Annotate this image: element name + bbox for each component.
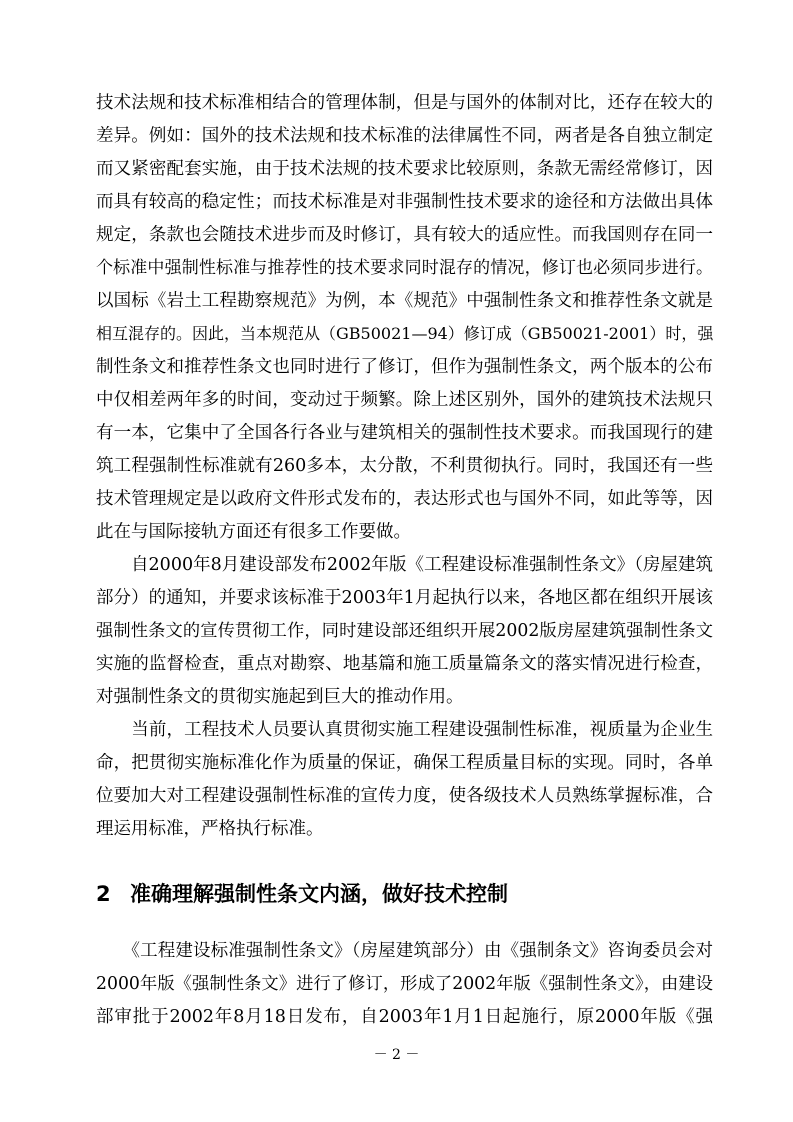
text-line: 强制性条文的宣传贯彻工作，同时建设部还组织开展2002版房屋建筑强制性条文 <box>96 621 713 641</box>
section-title: 准确理解强制性条文内涵，做好技术控制 <box>130 882 508 906</box>
text-line: 对强制性条文的贯彻实施起到巨大的推动作用。 <box>96 687 464 707</box>
text-line: 理运用标准，严格执行标准。 <box>96 819 324 839</box>
text-line: 相互混存的。因此，当本规范从（GB50021—94）修订成（GB50021-2001）时，强 <box>96 324 714 343</box>
text-line: 筑工程强制性标准就有260多本，太分散，不利贯彻执行。同时，我国还有一些 <box>96 456 713 476</box>
text-line: 自2000年8月建设部发布2002年版《工程建设标准强制性条文》（房屋建筑 <box>96 555 713 575</box>
text-line: 技术法规和技术标准相结合的管理体制，但是与国外的体制对比，还存在较大的 <box>96 93 713 113</box>
text-line: 有一本，它集中了全国各行各业与建筑相关的强制性技术要求。而我国现行的建 <box>96 423 713 443</box>
text-line: 而又紧密配套实施，由于技术法规的技术要求比较原则，条款无需经常修订，因 <box>96 159 713 179</box>
text-line: 《工程建设标准强制性条文》（房屋建筑部分）由《强制条文》咨询委员会对 <box>96 941 713 961</box>
text-line: 以国标《岩土工程勘察规范》为例，本《规范》中强制性条文和推荐性条文就是 <box>96 291 713 311</box>
section-number: 2 <box>96 882 111 906</box>
text-line: 部审批于2002年8月18日发布，自2003年1月1日起施行，原2000年版《强 <box>96 1007 713 1027</box>
text-line: 命，把贯彻实施标准化作为质量的保证，确保工程质量目标的实现。同时，各单 <box>96 753 713 773</box>
text-line: 位要加大对工程建设强制性标准的宣传力度，使各级技术人员熟练掌握标准，合 <box>96 786 713 806</box>
text-line: 部分）的通知，并要求该标准于2003年1月起执行以来，各地区都在组织开展该 <box>96 588 713 608</box>
text-line: 中仅相差两年多的时间，变动过于频繁。除上述区别外，国外的建筑技术法规只 <box>96 390 713 410</box>
text-line: 规定，条款也会随技术进步而及时修订，具有较大的适应性。而我国则存在同一 <box>96 225 713 245</box>
text-line: 个标准中强制性标准与推荐性的技术要求同时混存的情况，修订也必须同步进行。 <box>96 258 713 278</box>
section-heading <box>96 880 508 908</box>
text-line: 差异。例如：国外的技术法规和技术标准的法律属性不同，两者是各自独立制定 <box>96 126 713 146</box>
text-line: 当前，工程技术人员要认真贯彻实施工程建设强制性标准，视质量为企业生 <box>96 720 713 740</box>
text-line: 制性条文和推荐性条文也同时进行了修订，但作为强制性条文，两个版本的公布 <box>96 357 713 377</box>
text-line: 此在与国际接轨方面还有很多工作要做。 <box>96 522 411 542</box>
text-line: 而具有较高的稳定性；而技术标准是对非强制性技术要求的途径和方法做出具体 <box>96 192 713 212</box>
text-line: 技术管理规定是以政府文件形式发布的，表达形式也与国外不同，如此等等，因 <box>96 489 713 509</box>
page-number: － 2 － <box>373 1047 420 1063</box>
text-line: 2000年版《强制性条文》进行了修订，形成了2002年版《强制性条文》，由建设 <box>96 974 713 994</box>
text-line: 实施的监督检查，重点对勘察、地基篇和施工质量篇条文的落实情况进行检查， <box>96 654 713 674</box>
